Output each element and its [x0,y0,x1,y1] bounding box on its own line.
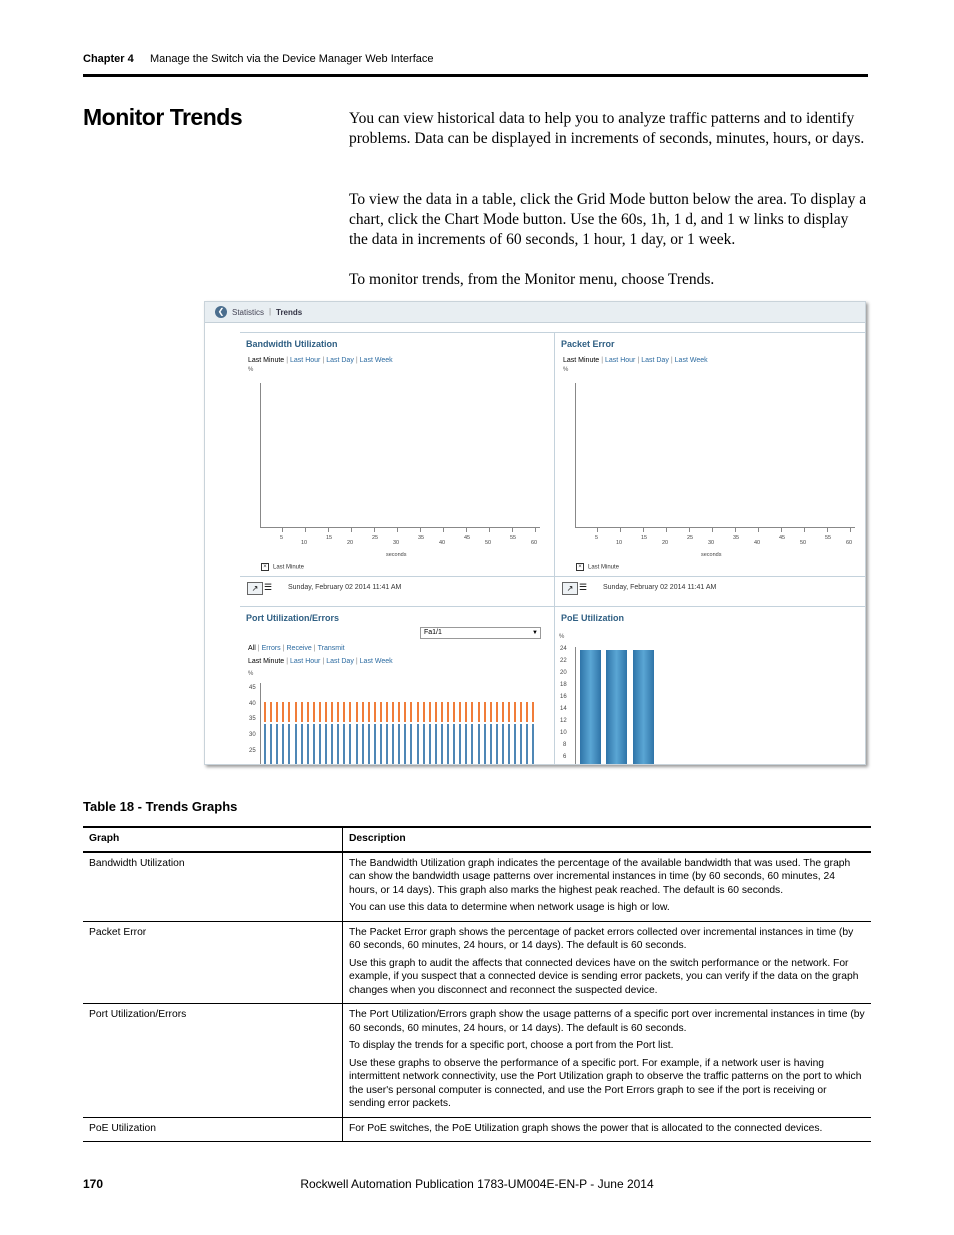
link-last-day[interactable]: Last Day [326,357,354,364]
x-tick-label: 25 [372,535,379,541]
description-text: The Bandwidth Utilization graph indicates the percentage of the available bandwidth that was used. The graph can show the bandwidth usage patterns over incremental instances in time (by 60 seconds, 60 minutes, 24 hours, or 14 days). This graph also marks the highest peak reached. The default is 60 seconds. [349,857,851,896]
port-util-bar-segment [484,702,486,722]
port-util-bar-segment [349,702,351,722]
header-rule [83,74,868,77]
y-tick-label: 30 [249,732,256,738]
y-unit: % [559,634,565,640]
port-util-bar-segment [331,702,333,722]
port-util-bar-segment [374,724,376,764]
link-last-week[interactable]: Last Week [674,357,708,364]
port-util-bar-segment [337,724,339,764]
y-unit: % [248,671,254,677]
link-last-minute[interactable]: Last Minute [248,357,285,364]
y-tick-label: 10 [560,730,567,736]
x-tick-label: 30 [393,540,400,546]
poe-title: PoE Utilization [561,613,624,623]
x-tick-label: 10 [616,540,623,546]
link-last-hour[interactable]: Last Hour [605,357,636,364]
y-tick-label: 40 [249,701,256,707]
trends-graphs-table [83,826,871,1142]
x-axis-label: seconds [386,552,407,558]
port-util-bar-segment [276,702,278,722]
link-errors[interactable]: Errors [261,645,281,652]
packet-error-title: Packet Error [561,339,615,349]
port-util-bar-segment [392,702,394,722]
port-util-bar-segment [502,724,504,764]
description-text: You can use this data to determine when network usage is high or low. [349,902,670,913]
description-text: The Packet Error graph shows the percentage of packet errors collected over incremental instances in time (by 60 seconds, 60 minutes, 24 hours, or 14 days). The default is 60 seconds. [349,926,854,951]
port-util-bar-segment [532,724,534,764]
link-last-minute[interactable]: Last Minute [563,357,600,364]
port-util-bar-segment [520,702,522,722]
graph-description [343,1004,872,1118]
port-util-bar-segment [423,702,425,722]
poe-bar [633,650,654,764]
port-util-bar-segment [295,702,297,722]
chart-mode-icon[interactable]: ↗ [247,582,263,595]
y-tick-label: 12 [560,718,567,724]
x-tick-label: 45 [779,535,786,541]
trends-screenshot [204,301,866,765]
port-util-bar-segment [453,724,455,764]
port-util-bar-segment [508,702,510,722]
port-filter-links: All | Errors | Receive | Transmit [248,645,345,652]
column-header-description: Description [343,827,872,852]
graph-description [343,1117,872,1142]
x-axis [260,527,540,528]
graph-name: Packet Error [83,921,343,1004]
port-time-links: Last Minute | Last Hour | Last Day | Last Week [248,658,393,665]
x-tick-label: 40 [439,540,446,546]
port-util-bar-segment [514,702,516,722]
x-tick-label: 10 [301,540,308,546]
x-tick-label: 20 [347,540,354,546]
link-last-week[interactable]: Last Week [359,357,393,364]
port-util-bar-segment [459,724,461,764]
port-util-title: Port Utilization/Errors [246,613,340,623]
port-util-bar-segment [429,702,431,722]
link-last-minute[interactable]: Last Minute [248,658,285,665]
port-util-bar-segment [270,724,272,764]
port-util-bar-segment [435,702,437,722]
x-tick-label: 45 [464,535,471,541]
breadcrumb-separator: | [269,307,272,316]
x-tick-label: 5 [595,535,599,541]
port-util-bar-segment [282,702,284,722]
port-util-bar-segment [295,724,297,764]
port-util-bar-segment [362,702,364,722]
port-util-bar-segment [301,702,303,722]
x-tick-label: 55 [825,535,832,541]
port-util-bar-segment [362,724,364,764]
section-title: Monitor Trends [83,104,243,130]
port-util-bar-segment [423,724,425,764]
port-util-bar-segment [325,724,327,764]
y-tick-label: 20 [560,670,567,676]
x-tick-label: 60 [846,540,853,546]
graph-description [343,921,872,1004]
x-tick-label: 40 [754,540,761,546]
y-tick-label: 14 [560,706,567,712]
port-util-bar-segment [478,702,480,722]
column-header-graph: Graph [83,827,343,852]
y-tick-label: 25 [249,748,256,754]
port-util-bar-segment [478,724,480,764]
port-util-bar-segment [404,724,406,764]
instruction-paragraph: To monitor trends, from the Monitor menu, choose Trends. [349,271,715,288]
port-util-bar-segment [417,702,419,722]
legend-checkbox-icon[interactable]: × [261,563,269,571]
poe-bar [580,650,601,764]
page-number: 170 [83,1177,104,1191]
x-tick-label: 35 [418,535,425,541]
legend-label: Last Minute [588,564,620,571]
port-util-bar-segment [301,724,303,764]
legend-label: Last Minute [273,564,305,571]
port-util-bar-segment [484,724,486,764]
link-all[interactable]: All [248,645,256,652]
port-util-bar-segment [520,724,522,764]
port-util-bar-segment [508,724,510,764]
x-tick-label: 50 [800,540,807,546]
legend[interactable] [261,563,304,571]
port-util-bar-segment [392,724,394,764]
graph-description [343,852,872,922]
graph-name: PoE Utilization [83,1117,343,1142]
port-util-bar-segment [502,702,504,722]
port-util-bar-segment [514,724,516,764]
link-last-day[interactable]: Last Day [326,658,354,665]
port-util-bar-segment [447,724,449,764]
table-row [83,1004,871,1118]
port-util-bar-segment [307,724,309,764]
port-util-bar-segment [343,702,345,722]
y-tick-label: 6 [563,754,567,760]
x-tick-label: 15 [641,535,648,541]
legend-checkbox-icon[interactable]: × [576,563,584,571]
port-util-bar-segment [307,702,309,722]
port-util-bar-segment [264,702,266,722]
port-util-bar-segment [496,702,498,722]
y-tick-label: 8 [563,742,567,748]
chevron-down-icon: ▼ [532,630,538,636]
port-util-bar-segment [264,724,266,764]
port-util-bar-segment [386,724,388,764]
description-text: To display the trends for a specific port, choose a port from the Port list. [349,1040,674,1051]
port-select-value: Fa1/1 [424,629,442,636]
port-util-bar-segment [325,702,327,722]
link-last-day[interactable]: Last Day [641,357,669,364]
x-axis-label: seconds [701,552,722,558]
port-util-bar-segment [410,724,412,764]
back-arrow-icon[interactable]: ❮ [215,306,227,318]
table-row [83,1117,871,1142]
table-caption: Table 18 - Trends Graphs [83,799,238,814]
chapter-title: Manage the Switch via the Device Manager Web Interface [150,53,434,65]
port-util-bar-segment [368,702,370,722]
port-util-bar-segment [380,702,382,722]
port-util-bar-segment [356,702,358,722]
x-tick-label: 60 [531,540,538,546]
chapter-label: Chapter 4 [83,53,134,65]
port-util-bar-segment [447,702,449,722]
breadcrumb-bar [205,302,865,323]
port-util-bar-segment [526,724,528,764]
bandwidth-panel [240,333,554,606]
port-util-bar-segment [313,702,315,722]
y-tick-label: 18 [560,682,567,688]
date-stamp: Sunday, February 02 2014 11:41 AM [603,584,717,591]
port-util-bar-segment [471,724,473,764]
link-last-hour[interactable]: Last Hour [290,658,321,665]
port-util-bar-segment [435,724,437,764]
port-util-bar-segment [386,702,388,722]
port-util-bar-segment [349,724,351,764]
port-util-bar-segment [270,702,272,722]
modes-paragraph: To view the data in a table, click the Grid Mode button below the area. To display a chart, click the Chart Mode button. Use the 60s, 1h, 1 d, and 1 w links to display the data in increments of 60 seconds, 1 hour, 1 day, or 1 week. [349,191,867,248]
port-util-panel [240,607,554,764]
x-tick-label: 5 [280,535,284,541]
x-tick-label: 20 [662,540,669,546]
port-util-bar-segment [532,702,534,722]
table-row [83,921,871,1004]
x-axis [575,527,855,528]
port-util-bar-segment [471,702,473,722]
date-stamp: Sunday, February 02 2014 11:41 AM [288,584,402,591]
port-util-bar-segment [380,724,382,764]
port-util-bar-segment [429,724,431,764]
grid-mode-icon[interactable]: ☰ [579,582,588,592]
port-util-bar-segment [288,724,290,764]
running-header [83,53,434,65]
y-tick-label: 16 [560,694,567,700]
port-util-bar-segment [368,724,370,764]
port-util-bar-segment [331,724,333,764]
port-util-bar-segment [453,702,455,722]
link-last-hour[interactable]: Last Hour [290,357,321,364]
breadcrumb-trends: Trends [276,308,303,317]
packet-error-time-links: Last Minute | Last Hour | Last Day | Last Week [563,357,708,364]
port-util-bar-segment [319,702,321,722]
bandwidth-title: Bandwidth Utilization [246,339,338,349]
port-util-bar-segment [441,702,443,722]
port-util-bar-segment [526,702,528,722]
legend[interactable] [576,563,619,571]
packet-error-panel [555,333,865,606]
bandwidth-time-links: Last Minute | Last Hour | Last Day | Last Week [248,357,393,364]
link-last-week[interactable]: Last Week [359,658,393,665]
port-util-bar-segment [398,724,400,764]
port-util-bar-segment [465,724,467,764]
port-util-bar-segment [374,702,376,722]
grid-mode-icon[interactable]: ☰ [264,582,273,592]
y-unit: % [248,367,254,373]
x-tick-label: 50 [485,540,492,546]
breadcrumb-statistics[interactable]: Statistics [232,308,265,317]
port-util-bar-segment [459,702,461,722]
x-tick-label: 55 [510,535,517,541]
description-text: For PoE switches, the PoE Utilization graph shows the power that is allocated to the connected devices. [349,1122,823,1134]
port-util-bar-segment [490,724,492,764]
poe-bar [606,650,627,764]
description-text: The Port Utilization/Errors graph show the usage patterns of a specific port over incremental instances in time (by 60 seconds, 60 minutes, 24 hours, or 14 days). The default is 60 seconds. [349,1009,865,1034]
port-util-bar-segment [490,702,492,722]
port-util-bar-segment [313,724,315,764]
y-tick-label: 45 [249,685,256,691]
y-tick-label: 35 [249,716,256,722]
port-util-bar-segment [441,724,443,764]
y-axis [260,683,261,764]
poe-panel [555,607,865,764]
port-util-bar-segment [343,724,345,764]
x-tick-label: 25 [687,535,694,541]
port-util-bar-segment [288,702,290,722]
x-tick-label: 30 [708,540,715,546]
description-text: Use these graphs to observe the performance of a specific port. For example, if a network user is having intermittent network connectivity, use the Port Utilization graph to observe the traffic patterns on the port to which the user's personal computer is connected, and use the Port Errors graph to see if the port is receiving or sending error packets. [349,1057,862,1109]
intro-paragraph: You can view historical data to help you to analyze traffic patterns and to identify problems. Data can be displayed in increments of seconds, minutes, hours, or days. [349,110,865,147]
port-util-bar-segment [356,724,358,764]
y-axis [575,383,576,527]
port-util-bar-segment [496,724,498,764]
y-axis [260,383,261,527]
y-tick-label: 22 [560,658,567,664]
table-row [83,852,871,922]
port-util-bar-segment [282,724,284,764]
y-axis [575,647,576,764]
link-receive[interactable]: Receive [286,645,312,652]
link-transmit[interactable]: Transmit [317,645,345,652]
port-util-bar-segment [410,702,412,722]
y-unit: % [563,367,569,373]
graph-name: Port Utilization/Errors [83,1004,343,1118]
publication-info: Rockwell Automation Publication 1783-UM004E-EN-P - June 2014 [300,1177,654,1191]
port-util-bar-segment [465,702,467,722]
graph-name: Bandwidth Utilization [83,852,343,922]
description-text: Use this graph to audit the affects that connected devices have on the switch performance or the network. For example, if you suspect that a connected device is sending error packets, you can verify if the data on the graph changes when you disconnect and reconnect the suspected device. [349,957,859,996]
port-util-bar-segment [398,702,400,722]
port-util-bar-segment [276,724,278,764]
chart-mode-icon[interactable]: ↗ [562,582,578,595]
port-util-bar-segment [404,702,406,722]
x-tick-label: 15 [326,535,333,541]
port-select[interactable] [420,627,541,639]
port-util-bar-segment [417,724,419,764]
port-util-bar-segment [337,702,339,722]
x-tick-label: 35 [733,535,740,541]
y-tick-label: 24 [560,646,567,652]
port-util-bar-segment [319,724,321,764]
